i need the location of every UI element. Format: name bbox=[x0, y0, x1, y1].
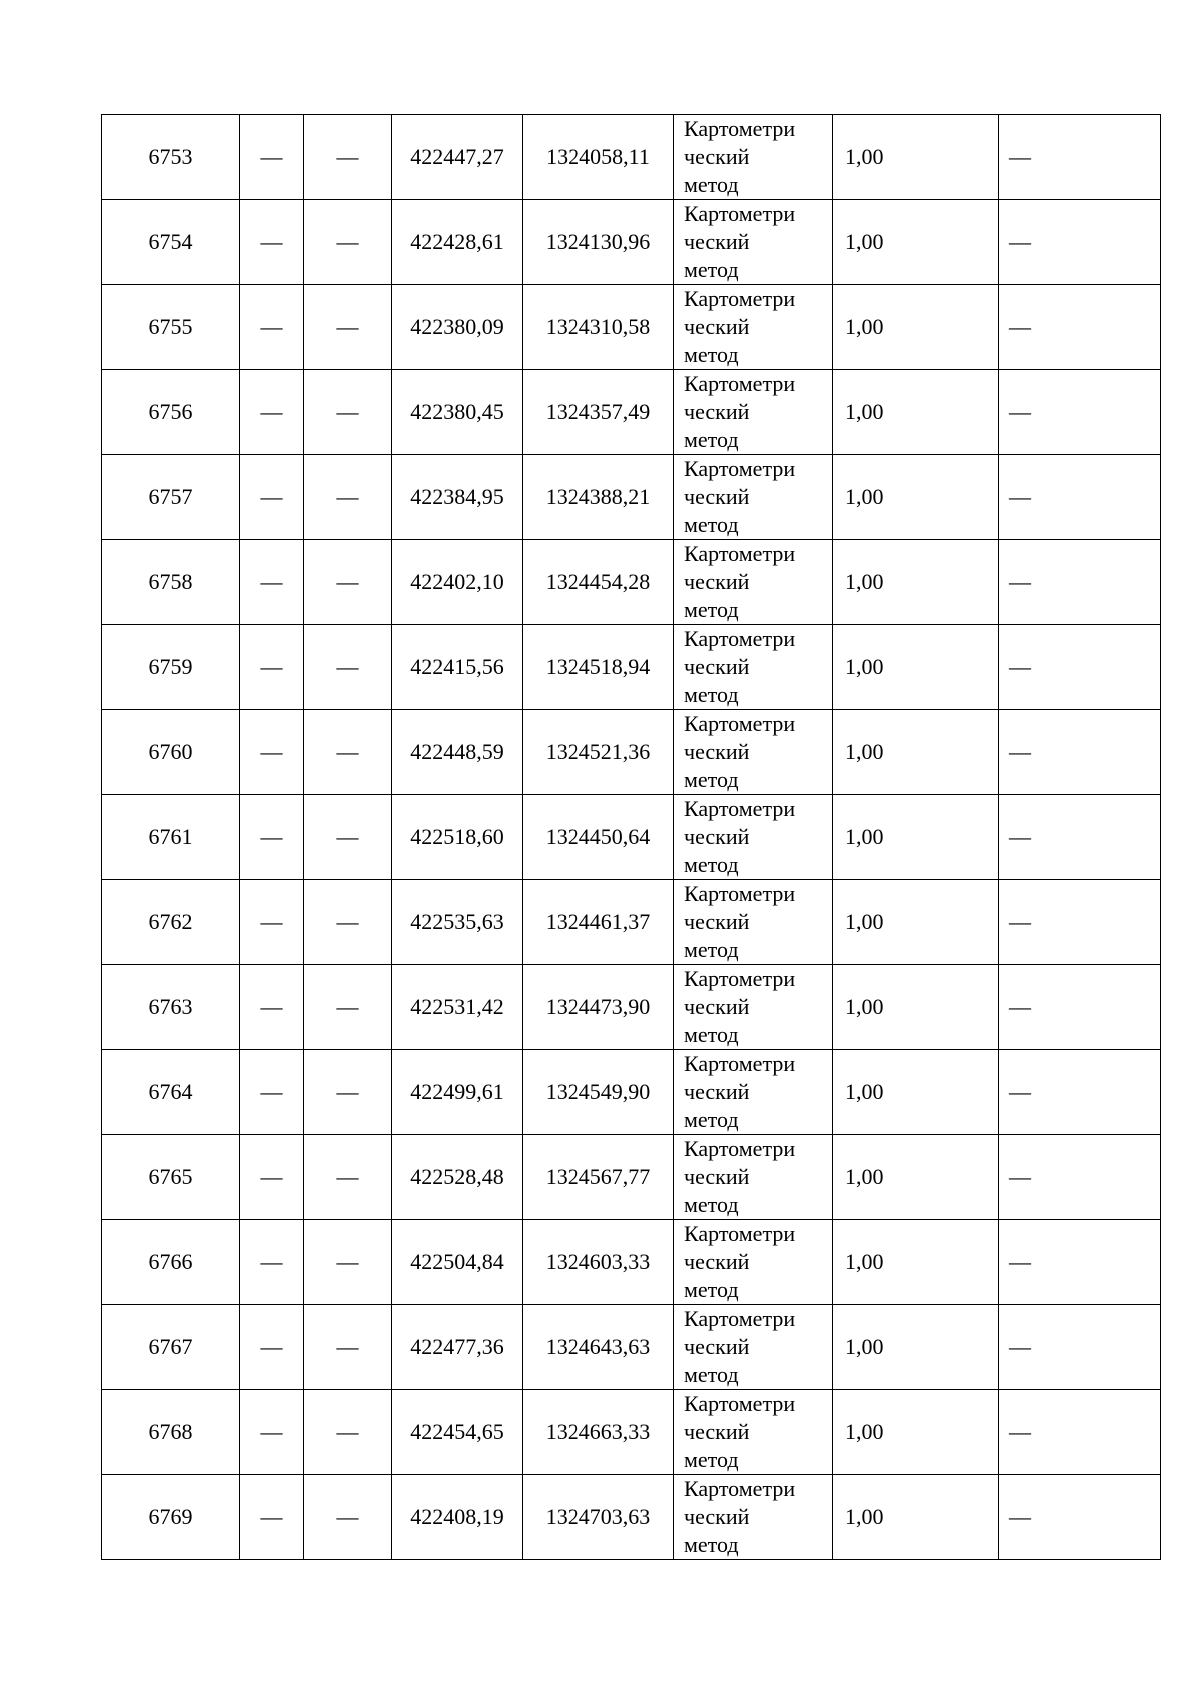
point-number-cell: 6766 bbox=[102, 1220, 240, 1305]
point-number-cell: 6756 bbox=[102, 370, 240, 455]
empty-value-cell: — bbox=[240, 540, 304, 625]
method-cell bbox=[674, 455, 833, 540]
empty-value-cell: — bbox=[304, 1220, 392, 1305]
note-cell: — bbox=[999, 1135, 1161, 1220]
method-line: Картометри bbox=[684, 1221, 796, 1246]
note-cell: — bbox=[999, 540, 1161, 625]
empty-value-cell: — bbox=[304, 1135, 392, 1220]
accuracy-cell: 1,00 bbox=[833, 880, 999, 965]
table-row bbox=[102, 455, 1161, 540]
empty-value-cell: — bbox=[304, 115, 392, 200]
x-coordinate-cell: 422384,95 bbox=[392, 455, 523, 540]
y-coordinate-cell: 1324473,90 bbox=[523, 965, 674, 1050]
accuracy-cell: 1,00 bbox=[833, 285, 999, 370]
method-cell bbox=[674, 710, 833, 795]
table-row bbox=[102, 795, 1161, 880]
method-line: ческий bbox=[684, 1504, 750, 1529]
method-line: метод bbox=[684, 172, 739, 197]
method-cell bbox=[674, 1390, 833, 1475]
y-coordinate-cell: 1324450,64 bbox=[523, 795, 674, 880]
note-cell: — bbox=[999, 455, 1161, 540]
accuracy-cell: 1,00 bbox=[833, 1475, 999, 1560]
accuracy-cell: 1,00 bbox=[833, 1220, 999, 1305]
point-number-cell: 6754 bbox=[102, 200, 240, 285]
method-line: метод bbox=[684, 767, 739, 792]
empty-value-cell: — bbox=[240, 965, 304, 1050]
y-coordinate-cell: 1324130,96 bbox=[523, 200, 674, 285]
note-cell: — bbox=[999, 1475, 1161, 1560]
x-coordinate-cell: 422380,09 bbox=[392, 285, 523, 370]
method-line: ческий bbox=[684, 994, 750, 1019]
method-line: ческий bbox=[684, 824, 750, 849]
table-row bbox=[102, 285, 1161, 370]
method-line: ческий bbox=[684, 484, 750, 509]
point-number-cell: 6757 bbox=[102, 455, 240, 540]
y-coordinate-cell: 1324603,33 bbox=[523, 1220, 674, 1305]
point-number-cell: 6768 bbox=[102, 1390, 240, 1475]
method-line: ческий bbox=[684, 909, 750, 934]
empty-value-cell: — bbox=[304, 965, 392, 1050]
coordinates-table bbox=[101, 114, 1161, 1560]
empty-value-cell: — bbox=[304, 1050, 392, 1135]
note-cell: — bbox=[999, 285, 1161, 370]
method-line: Картометри bbox=[684, 1476, 796, 1501]
empty-value-cell: — bbox=[240, 1390, 304, 1475]
empty-value-cell: — bbox=[240, 370, 304, 455]
x-coordinate-cell: 422531,42 bbox=[392, 965, 523, 1050]
x-coordinate-cell: 422408,19 bbox=[392, 1475, 523, 1560]
method-line: ческий bbox=[684, 144, 750, 169]
method-line: метод bbox=[684, 682, 739, 707]
point-number-cell: 6759 bbox=[102, 625, 240, 710]
method-line: Картометри bbox=[684, 1051, 796, 1076]
method-line: ческий bbox=[684, 654, 750, 679]
empty-value-cell: — bbox=[240, 200, 304, 285]
accuracy-cell: 1,00 bbox=[833, 200, 999, 285]
table-row bbox=[102, 1220, 1161, 1305]
method-line: метод bbox=[684, 1192, 739, 1217]
method-line: метод bbox=[684, 1532, 739, 1557]
empty-value-cell: — bbox=[240, 1050, 304, 1135]
method-line: ческий bbox=[684, 1164, 750, 1189]
table-row bbox=[102, 1050, 1161, 1135]
accuracy-cell: 1,00 bbox=[833, 625, 999, 710]
accuracy-cell: 1,00 bbox=[833, 710, 999, 795]
x-coordinate-cell: 422448,59 bbox=[392, 710, 523, 795]
empty-value-cell: — bbox=[304, 795, 392, 880]
empty-value-cell: — bbox=[304, 1305, 392, 1390]
method-line: Картометри bbox=[684, 116, 796, 141]
point-number-cell: 6764 bbox=[102, 1050, 240, 1135]
table-row bbox=[102, 1135, 1161, 1220]
method-line: ческий bbox=[684, 1249, 750, 1274]
note-cell: — bbox=[999, 200, 1161, 285]
point-number-cell: 6762 bbox=[102, 880, 240, 965]
method-line: ческий bbox=[684, 1334, 750, 1359]
method-cell bbox=[674, 200, 833, 285]
y-coordinate-cell: 1324663,33 bbox=[523, 1390, 674, 1475]
method-line: метод bbox=[684, 257, 739, 282]
empty-value-cell: — bbox=[240, 1220, 304, 1305]
accuracy-cell: 1,00 bbox=[833, 795, 999, 880]
empty-value-cell: — bbox=[304, 1475, 392, 1560]
method-line: ческий bbox=[684, 739, 750, 764]
x-coordinate-cell: 422535,63 bbox=[392, 880, 523, 965]
method-cell bbox=[674, 1220, 833, 1305]
x-coordinate-cell: 422415,56 bbox=[392, 625, 523, 710]
empty-value-cell: — bbox=[240, 880, 304, 965]
method-line: Картометри bbox=[684, 1306, 796, 1331]
note-cell: — bbox=[999, 880, 1161, 965]
empty-value-cell: — bbox=[240, 710, 304, 795]
method-line: ческий bbox=[684, 229, 750, 254]
method-line: Картометри bbox=[684, 1391, 796, 1416]
method-cell bbox=[674, 795, 833, 880]
x-coordinate-cell: 422499,61 bbox=[392, 1050, 523, 1135]
y-coordinate-cell: 1324521,36 bbox=[523, 710, 674, 795]
empty-value-cell: — bbox=[304, 455, 392, 540]
note-cell: — bbox=[999, 370, 1161, 455]
accuracy-cell: 1,00 bbox=[833, 540, 999, 625]
y-coordinate-cell: 1324549,90 bbox=[523, 1050, 674, 1135]
method-cell bbox=[674, 625, 833, 710]
note-cell: — bbox=[999, 115, 1161, 200]
empty-value-cell: — bbox=[240, 625, 304, 710]
method-cell bbox=[674, 880, 833, 965]
empty-value-cell: — bbox=[240, 1135, 304, 1220]
table-row bbox=[102, 1305, 1161, 1390]
method-line: метод bbox=[684, 1107, 739, 1132]
x-coordinate-cell: 422447,27 bbox=[392, 115, 523, 200]
method-line: Картометри bbox=[684, 966, 796, 991]
method-line: метод bbox=[684, 1447, 739, 1472]
table-row bbox=[102, 540, 1161, 625]
note-cell: — bbox=[999, 1390, 1161, 1475]
method-line: Картометри bbox=[684, 541, 796, 566]
method-line: Картометри bbox=[684, 796, 796, 821]
accuracy-cell: 1,00 bbox=[833, 965, 999, 1050]
empty-value-cell: — bbox=[304, 370, 392, 455]
empty-value-cell: — bbox=[240, 1305, 304, 1390]
method-cell bbox=[674, 285, 833, 370]
x-coordinate-cell: 422380,45 bbox=[392, 370, 523, 455]
method-line: метод bbox=[684, 1022, 739, 1047]
method-line: метод bbox=[684, 1277, 739, 1302]
empty-value-cell: — bbox=[304, 200, 392, 285]
empty-value-cell: — bbox=[240, 115, 304, 200]
method-line: метод bbox=[684, 597, 739, 622]
y-coordinate-cell: 1324310,58 bbox=[523, 285, 674, 370]
y-coordinate-cell: 1324567,77 bbox=[523, 1135, 674, 1220]
y-coordinate-cell: 1324454,28 bbox=[523, 540, 674, 625]
point-number-cell: 6763 bbox=[102, 965, 240, 1050]
note-cell: — bbox=[999, 625, 1161, 710]
point-number-cell: 6765 bbox=[102, 1135, 240, 1220]
method-cell bbox=[674, 1475, 833, 1560]
table-row bbox=[102, 625, 1161, 710]
table-row bbox=[102, 710, 1161, 795]
method-cell bbox=[674, 540, 833, 625]
point-number-cell: 6755 bbox=[102, 285, 240, 370]
table-row bbox=[102, 1390, 1161, 1475]
method-cell bbox=[674, 1135, 833, 1220]
method-line: ческий bbox=[684, 1079, 750, 1104]
note-cell: — bbox=[999, 795, 1161, 880]
empty-value-cell: — bbox=[304, 710, 392, 795]
empty-value-cell: — bbox=[304, 880, 392, 965]
accuracy-cell: 1,00 bbox=[833, 1050, 999, 1135]
method-line: Картометри bbox=[684, 711, 796, 736]
empty-value-cell: — bbox=[304, 540, 392, 625]
x-coordinate-cell: 422504,84 bbox=[392, 1220, 523, 1305]
y-coordinate-cell: 1324058,11 bbox=[523, 115, 674, 200]
accuracy-cell: 1,00 bbox=[833, 1390, 999, 1475]
accuracy-cell: 1,00 bbox=[833, 1305, 999, 1390]
method-cell bbox=[674, 370, 833, 455]
empty-value-cell: — bbox=[304, 625, 392, 710]
y-coordinate-cell: 1324643,63 bbox=[523, 1305, 674, 1390]
empty-value-cell: — bbox=[304, 285, 392, 370]
method-line: Картометри bbox=[684, 456, 796, 481]
note-cell: — bbox=[999, 965, 1161, 1050]
table-row bbox=[102, 1475, 1161, 1560]
method-line: ческий bbox=[684, 399, 750, 424]
x-coordinate-cell: 422428,61 bbox=[392, 200, 523, 285]
y-coordinate-cell: 1324388,21 bbox=[523, 455, 674, 540]
method-cell bbox=[674, 115, 833, 200]
x-coordinate-cell: 422402,10 bbox=[392, 540, 523, 625]
y-coordinate-cell: 1324357,49 bbox=[523, 370, 674, 455]
x-coordinate-cell: 422528,48 bbox=[392, 1135, 523, 1220]
method-line: метод bbox=[684, 512, 739, 537]
method-line: Картометри bbox=[684, 1136, 796, 1161]
point-number-cell: 6758 bbox=[102, 540, 240, 625]
x-coordinate-cell: 422477,36 bbox=[392, 1305, 523, 1390]
method-line: метод bbox=[684, 342, 739, 367]
table-row bbox=[102, 115, 1161, 200]
accuracy-cell: 1,00 bbox=[833, 115, 999, 200]
point-number-cell: 6760 bbox=[102, 710, 240, 795]
method-line: Картометри bbox=[684, 881, 796, 906]
method-line: ческий bbox=[684, 1419, 750, 1444]
method-line: ческий bbox=[684, 569, 750, 594]
point-number-cell: 6761 bbox=[102, 795, 240, 880]
method-line: ческий bbox=[684, 314, 750, 339]
accuracy-cell: 1,00 bbox=[833, 1135, 999, 1220]
method-cell bbox=[674, 1050, 833, 1135]
y-coordinate-cell: 1324461,37 bbox=[523, 880, 674, 965]
accuracy-cell: 1,00 bbox=[833, 455, 999, 540]
note-cell: — bbox=[999, 1050, 1161, 1135]
empty-value-cell: — bbox=[240, 1475, 304, 1560]
table-row bbox=[102, 880, 1161, 965]
method-line: Картометри bbox=[684, 371, 796, 396]
empty-value-cell: — bbox=[240, 795, 304, 880]
table-body bbox=[102, 115, 1161, 1560]
note-cell: — bbox=[999, 1305, 1161, 1390]
method-cell bbox=[674, 965, 833, 1050]
point-number-cell: 6769 bbox=[102, 1475, 240, 1560]
x-coordinate-cell: 422518,60 bbox=[392, 795, 523, 880]
table-row bbox=[102, 200, 1161, 285]
empty-value-cell: — bbox=[240, 455, 304, 540]
table-row bbox=[102, 965, 1161, 1050]
y-coordinate-cell: 1324518,94 bbox=[523, 625, 674, 710]
method-line: Картометри bbox=[684, 626, 796, 651]
method-line: метод bbox=[684, 852, 739, 877]
method-cell bbox=[674, 1305, 833, 1390]
empty-value-cell: — bbox=[240, 285, 304, 370]
x-coordinate-cell: 422454,65 bbox=[392, 1390, 523, 1475]
method-line: метод bbox=[684, 937, 739, 962]
method-line: метод bbox=[684, 1362, 739, 1387]
y-coordinate-cell: 1324703,63 bbox=[523, 1475, 674, 1560]
table-row bbox=[102, 370, 1161, 455]
note-cell: — bbox=[999, 1220, 1161, 1305]
accuracy-cell: 1,00 bbox=[833, 370, 999, 455]
method-line: Картометри bbox=[684, 286, 796, 311]
method-line: Картометри bbox=[684, 201, 796, 226]
method-line: метод bbox=[684, 427, 739, 452]
empty-value-cell: — bbox=[304, 1390, 392, 1475]
point-number-cell: 6767 bbox=[102, 1305, 240, 1390]
note-cell: — bbox=[999, 710, 1161, 795]
point-number-cell: 6753 bbox=[102, 115, 240, 200]
